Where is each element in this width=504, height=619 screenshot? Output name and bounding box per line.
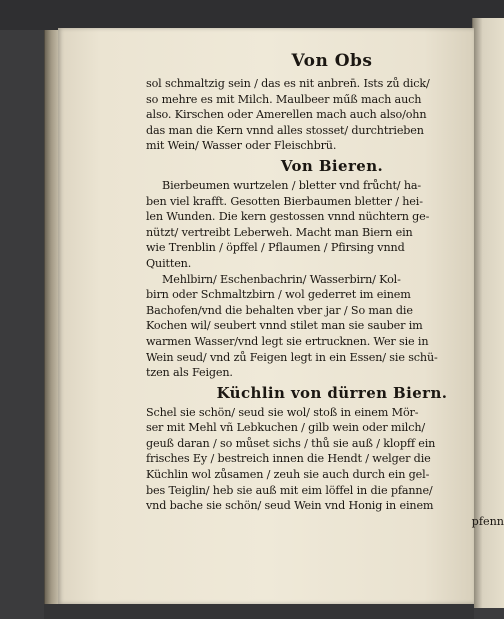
text-line: len Wunden. Die kern gestossen vnnd nüchtern ge- (146, 210, 430, 224)
text-line: Schel sie schön/ seud sie wol/ stoß in einem Mör- (146, 405, 419, 419)
text-line: Quitten. (146, 256, 192, 270)
paragraph-4 (146, 405, 504, 514)
text-line: frisches Ey / bestreich innen die Hendt / welger die (146, 452, 431, 466)
text-line: wie Trenblin / öpffel / Pflaumen / Pfirsing vnnd (146, 241, 405, 255)
scanner-backdrop-bottom (44, 604, 474, 619)
section-heading-kuechlin: Küchlin von dürren Biern. (216, 383, 448, 402)
text-line: birn oder Schmaltzbirn / wol gederret im einem (146, 288, 411, 302)
text-block (146, 48, 504, 530)
text-line: Kochen wil/ seubert vnnd stilet man sie sauber im (146, 319, 423, 333)
text-line: geuß daran / so můset sichs / thů sie auß / klopff ein (146, 436, 436, 450)
paragraph-1 (146, 76, 504, 154)
text-line: Mehlbirn/ Eschenbachrin/ Wasserbirn/ Kol- (162, 272, 401, 286)
running-head: Von Obs (291, 51, 373, 71)
text-line: sol schmaltzig sein / das es nit anbren̄. Ists zů dick/ (146, 77, 430, 90)
text-line: das man die Kern vnnd alles stosset/ durchtrieben (146, 123, 424, 137)
paragraph-2 (146, 178, 504, 272)
text-line: ben viel krafft. Gesotten Bierbaumen bletter / hei- (146, 194, 423, 208)
text-line: vnd bache sie schön/ seud Wein vnd Honig in einem (146, 499, 434, 513)
text-line: mit Wein/ Wasser oder Fleischbrü. (146, 139, 337, 153)
text-line: warmen Wasser/vnd legt sie ertrucknen. Wer sie in (146, 334, 429, 348)
text-line: Bachofen/vnd die behalten vber jar / So man die (146, 303, 413, 317)
book-page (58, 28, 504, 604)
text-line: bes Teiglin/ heb sie auß mit eim löffel in die pfanne/ (146, 483, 433, 497)
text-line: Wein seud/ vnd zů Feigen legt in ein Essen/ sie schü- (146, 350, 438, 364)
text-line: Küchlin wol zůsamen / zeuh sie auch durch ein gel- (146, 468, 430, 482)
text-line: nützt/ vertreibt Leberweh. Macht man Biern ein (146, 225, 413, 239)
catchword: pfenn (471, 514, 504, 528)
text-line: so mehre es mit Milch. Maulbeer műß mach auch (146, 92, 422, 106)
paragraph-3 (146, 272, 504, 381)
text-line: tzen als Feigen. (146, 366, 233, 380)
text-line: also. Kirschen oder Amerellen mach auch also/ohn (146, 108, 427, 122)
text-line: ser mit Mehl vñ Lebkuchen / gilb wein oder milch/ (146, 421, 426, 435)
text-line: Bierbeumen wurtzelen / bletter vnd frůcht/ ha- (162, 178, 422, 192)
section-heading-bieren: Von Bieren. (280, 156, 384, 175)
scanner-backdrop (0, 0, 504, 30)
